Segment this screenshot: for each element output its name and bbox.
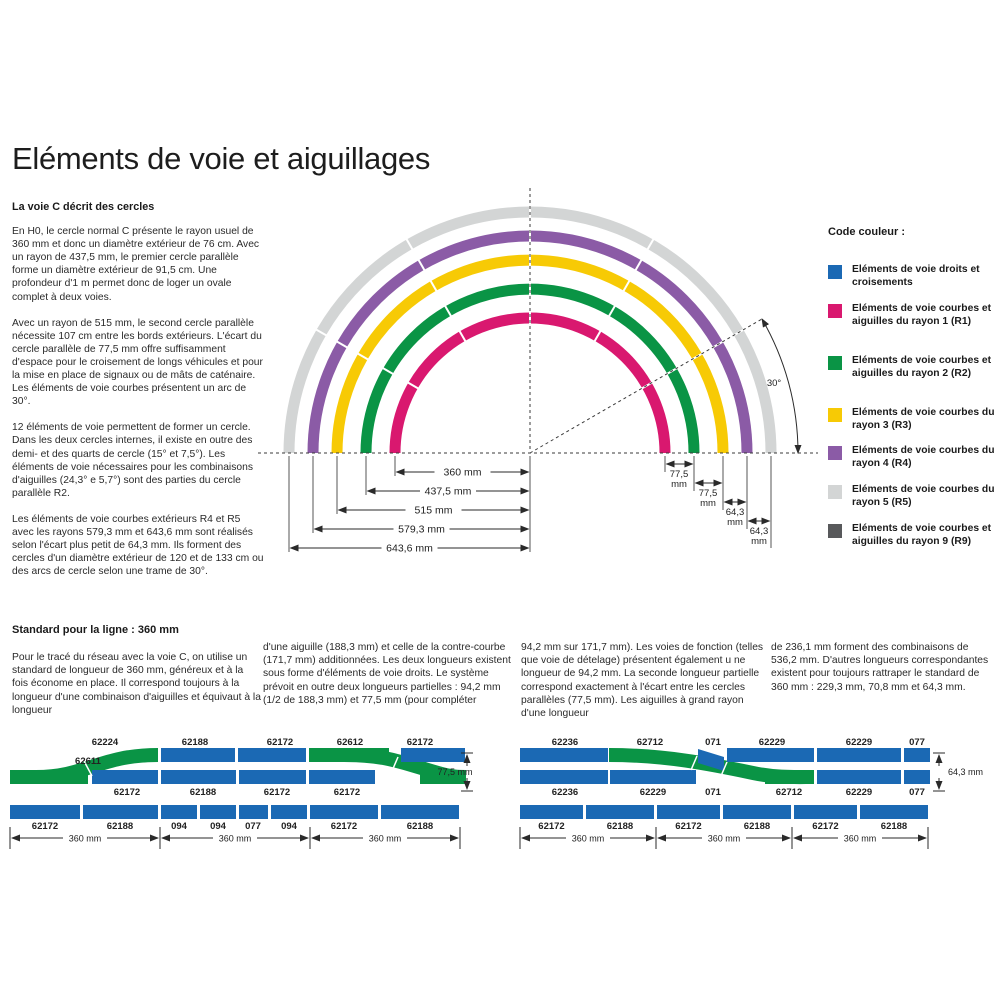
- blue-straight-tracks: [520, 748, 930, 819]
- svg-text:62611: 62611: [75, 756, 101, 767]
- track-layout-right: [515, 733, 995, 853]
- svg-text:62236: 62236: [551, 737, 579, 748]
- radius-dim-label-r1: 360 mm: [443, 466, 482, 479]
- svg-text:62172: 62172: [263, 787, 291, 798]
- svg-text:62172: 62172: [333, 787, 361, 798]
- gap-dim-value-1: 77,5: [669, 469, 689, 480]
- legend-heading: Code couleur :: [828, 226, 906, 238]
- legend-item-r4: [828, 445, 996, 470]
- svg-text:62712: 62712: [775, 787, 803, 798]
- radius-dim-label-r5: 643,6 mm: [386, 542, 433, 555]
- gap-dim-unit: mm: [671, 479, 687, 490]
- svg-text:62224: 62224: [91, 737, 119, 748]
- legend-item-r9: [828, 523, 996, 548]
- dimension-extension-lines: [289, 456, 771, 552]
- legend-item-r2: [828, 355, 996, 380]
- svg-text:62229: 62229: [758, 737, 786, 748]
- svg-text:62172: 62172: [538, 821, 565, 832]
- gap-label: 77,5 mm: [437, 767, 473, 777]
- svg-text:62229: 62229: [639, 787, 667, 798]
- color-swatch-darkgray: [828, 524, 842, 538]
- legend-item-r3: [828, 407, 996, 432]
- page-title: Eléments de voie et aiguillages: [12, 141, 431, 176]
- svg-text:071: 071: [705, 787, 721, 798]
- radius-dimensions: [291, 466, 529, 555]
- legend-item-r1: [828, 303, 996, 328]
- svg-text:62612: 62612: [336, 737, 364, 748]
- gap-dimensions: [667, 464, 770, 547]
- color-swatch-gray: [828, 485, 842, 499]
- intro-heading: La voie C décrit des cercles: [12, 201, 155, 213]
- radius-dim-label-r2: 437,5 mm: [424, 485, 472, 498]
- span-dimensions: [520, 827, 928, 849]
- color-swatch-pink: [828, 304, 842, 318]
- svg-text:62188: 62188: [880, 821, 908, 832]
- span-label: 360 mm: [68, 833, 102, 844]
- radius-dim-label-r4: 579,3 mm: [398, 523, 445, 536]
- svg-text:62172: 62172: [330, 821, 358, 832]
- span-dimensions: [10, 827, 460, 849]
- legend-label: Eléments de voie droits et croisements: [852, 264, 980, 288]
- gap-label: 64,3 mm: [948, 767, 984, 777]
- span-label: 360 mm: [368, 833, 402, 844]
- angle-label: 30°: [766, 378, 782, 389]
- gap-dim-value-2: 77,5: [698, 488, 718, 499]
- intro-paragraph-1: En H0, le cercle normal C présente le rayon usuel de 360 mm et donc un diamètre extérieur de 76 cm. Avec un rayon de 437,5 mm, le premier cercle parallèle forme un diamètre extérieur de 91,5 cm. Une profondeur d'1 m permet donc de loger un ovale complet à deux voies.: [12, 226, 260, 303]
- standard-column-2: d'une aiguille (188,3 mm) et celle de la contre-courbe (171,7 mm) additionnées. Les deux longueurs existent sous forme d'éléments de voie droits. Le système prévoit en outre deux longueurs partielles : 94,2 mm (1/2 de 188,3 mm) et 77,5 mm (pour compléter: [263, 642, 511, 706]
- legend-label: Eléments de voie courbes et aiguilles du rayon 9 (R9): [852, 523, 992, 547]
- gap-dim-unit: mm: [700, 498, 716, 509]
- legend-item-r5: [828, 484, 996, 509]
- svg-text:62188: 62188: [743, 821, 771, 832]
- span-label: 360 mm: [707, 833, 741, 844]
- span-label: 360 mm: [571, 833, 605, 844]
- svg-text:62236: 62236: [551, 787, 579, 798]
- svg-text:094: 094: [281, 821, 297, 832]
- color-swatch-yellow: [828, 408, 842, 422]
- legend-label: Eléments de voie courbes du rayon 3 (R3): [852, 407, 995, 431]
- intro-paragraph-3: 12 éléments de voie permettent de former un cercle. Dans les deux cercles internes, il existe en outre des demi- et des quarts de cercle (15° et 7,5°). Les éléments de voie nécessaires pour les combinaisons d'aiguilles (24,3° e 5,7°) sont des parties du cercle parallèle R2.: [12, 422, 253, 499]
- intro-column: [12, 201, 264, 591]
- standard-column-1: Pour le tracé du réseau avec la voie C, on utilise un standard de longueur de 360 mm, généreux et à la fois économe en place. Il correspond toujours à la longueur d'une combinaison d'aiguilles et équivaut à la longueur: [12, 652, 261, 716]
- svg-text:62229: 62229: [845, 787, 873, 798]
- svg-text:077: 077: [245, 821, 261, 832]
- curve-radius-diagram: [250, 180, 830, 580]
- svg-text:62172: 62172: [266, 737, 294, 748]
- svg-text:62172: 62172: [406, 737, 434, 748]
- gap-dim-value-3: 64,3: [725, 507, 745, 518]
- svg-text:62188: 62188: [181, 737, 209, 748]
- legend-label: Eléments de voie courbes et aiguilles du rayon 1 (R1): [852, 303, 992, 327]
- standard-column-4: de 236,1 mm forment des combinaisons de 536,2 mm. D'autres longueurs correspondantes existent pour toujours rattraper le standard de 360 mm : 229,3 mm, 70,8 mm et 64,3 mm.: [771, 642, 989, 693]
- standard-column-3: 94,2 mm sur 171,7 mm). Les voies de fonction (telles que voie de dételage) présentent également u ne longueur de 94,2 mm. La seconde longueur partielle correspond exactement à l'écart entre les cercles parallèles (77,5 mm). Les aiguilles à grand rayon d'une longueur: [521, 642, 764, 720]
- svg-text:62172: 62172: [113, 787, 141, 798]
- color-swatch-green: [828, 356, 842, 370]
- svg-text:077: 077: [909, 737, 925, 748]
- legend-label: Eléments de voie courbes et aiguilles du rayon 2 (R2): [852, 355, 992, 379]
- svg-text:094: 094: [210, 821, 226, 832]
- svg-text:094: 094: [171, 821, 187, 832]
- svg-text:62188: 62188: [406, 821, 434, 832]
- svg-text:62172: 62172: [675, 821, 702, 832]
- track-layout-left: [8, 733, 478, 853]
- svg-text:62229: 62229: [845, 737, 873, 748]
- svg-text:071: 071: [705, 737, 721, 748]
- svg-text:62172: 62172: [31, 821, 59, 832]
- gap-dim-unit: mm: [751, 536, 767, 547]
- standard-heading: Standard pour la ligne : 360 mm: [12, 624, 179, 636]
- svg-text:077: 077: [909, 787, 925, 798]
- legend-label: Eléments de voie courbes du rayon 5 (R5): [852, 484, 995, 508]
- legend-item-straight: [828, 264, 996, 289]
- track-gap-dimension: [933, 753, 983, 791]
- svg-text:62188: 62188: [606, 821, 634, 832]
- intro-paragraph-2: Avec un rayon de 515 mm, le second cercle parallèle nécessite 107 cm entre les bords extérieurs. L'écart du cercle parallèle de 77,5 mm offre suffisamment d'espace pour le croisement de longs véhicules et pour la mise en place de signaux ou de mâts de caténaire. Les éléments de voie courbes présentent un arc de 30°.: [12, 317, 263, 408]
- intro-paragraph-4: Les éléments de voie courbes extérieurs R4 et R5 avec les rayons 579,3 mm et 643,6 mm sont réalisés selon l'écart plus petit de 64,3 mm. Ils forment des cercles d'un diamètre extérieur de 120 et de 133 cm ou des arcs de cercle selon une trame de 30°.: [12, 513, 264, 578]
- svg-text:62172: 62172: [812, 821, 839, 832]
- radius-dim-label-r3: 515 mm: [414, 504, 453, 517]
- color-swatch-purple: [828, 446, 842, 460]
- green-merge-track: [765, 770, 814, 784]
- svg-text:62188: 62188: [189, 787, 217, 798]
- svg-text:62188: 62188: [106, 821, 134, 832]
- legend-label: Eléments de voie courbes du rayon 4 (R4): [852, 445, 995, 469]
- gap-dim-unit: mm: [727, 517, 743, 528]
- span-label: 360 mm: [218, 833, 252, 844]
- color-swatch-blue: [828, 265, 842, 279]
- gap-dim-value-4: 64,3: [749, 526, 769, 537]
- svg-text:62712: 62712: [636, 737, 664, 748]
- span-label: 360 mm: [843, 833, 877, 844]
